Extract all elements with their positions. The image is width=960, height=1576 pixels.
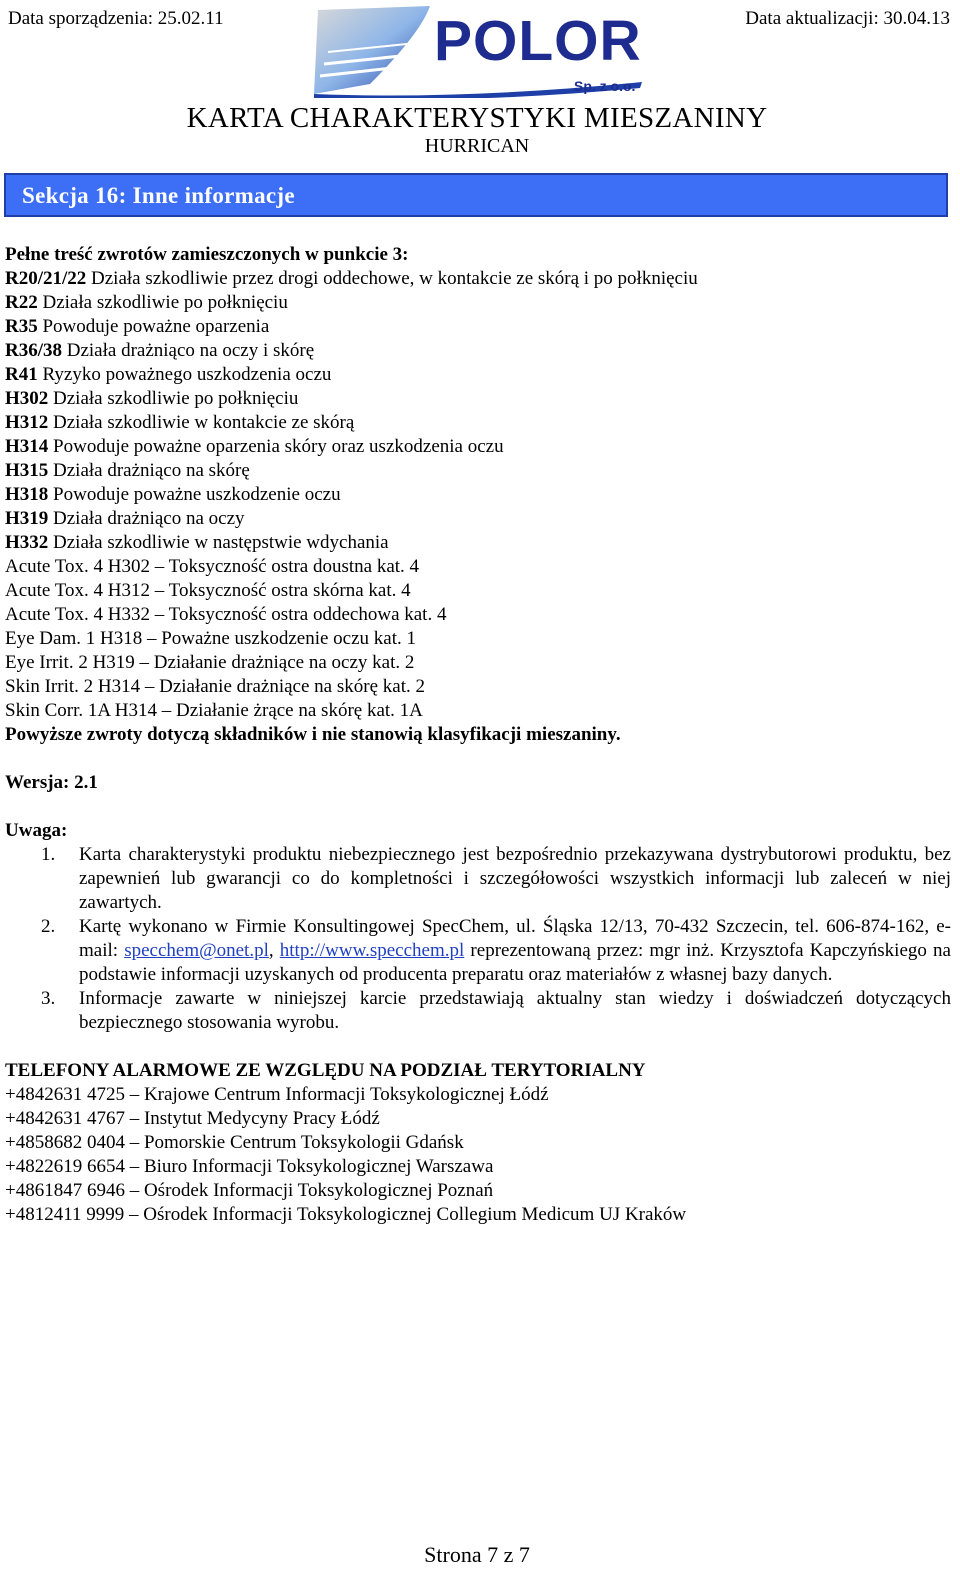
classification-list — [5, 555, 951, 723]
phrase-item — [5, 459, 951, 483]
phrases-note: Powyższe zwroty dotyczą składników i nie stanowią klasyfikacji mieszaniny. — [5, 724, 621, 745]
phrases-heading: Pełne treść zwrotów zamieszczonych w punkcie 3: — [5, 244, 409, 265]
classification-item: Skin Irrit. 2 H314 – Działanie drażniące na skórę kat. 2 — [5, 676, 425, 697]
date-updated: Data aktualizacji: 30.04.13 — [745, 8, 950, 29]
phrase-code: R20/21/22 — [5, 268, 87, 289]
phrase-item — [5, 483, 951, 507]
phrase-code: R36/38 — [5, 340, 62, 361]
phrase-code: H318 — [5, 484, 49, 505]
phrase-code: R22 — [5, 292, 38, 313]
remark-number: 3. — [41, 988, 56, 1009]
remark-item — [5, 987, 951, 1035]
phrase-item — [5, 267, 951, 291]
phrase-text: Powoduje poważne oparzenia — [37, 316, 270, 337]
phone-item: +4861847 6946 – Ośrodek Informacji Toksykologicznej Poznań — [5, 1180, 494, 1201]
phone-item: +4842631 4767 – Instytut Medycyny Pracy Łódź — [5, 1108, 380, 1129]
website-link[interactable]: http://www.specchem.pl — [279, 940, 465, 961]
phrase-code: R41 — [5, 364, 38, 385]
phrase-list — [5, 267, 951, 555]
page-number: Strona 7 z 7 — [424, 1542, 530, 1567]
phone-item: +4842631 4725 – Krajowe Centrum Informacji Toksykologicznej Łódź — [5, 1084, 549, 1105]
date-created: Data sporządzenia: 25.02.11 — [8, 8, 224, 29]
phrase-text: Działa szkodliwie w następstwie wdychania — [48, 532, 389, 553]
section-title: Sekcja 16: Inne informacje — [22, 183, 295, 208]
remarks-heading: Uwaga: — [5, 820, 68, 841]
phrase-text: Działa szkodliwie po połknięciu — [48, 388, 299, 409]
remark-number: 2. — [41, 916, 56, 937]
phrase-item — [5, 315, 951, 339]
phrase-item — [5, 531, 951, 555]
remark-item — [5, 915, 951, 987]
phrase-text: Działa drażniąco na oczy i skórę — [62, 340, 315, 361]
phrase-code: H315 — [5, 460, 49, 481]
phrase-code: R35 — [5, 316, 38, 337]
version-label: Wersja: 2.1 — [5, 772, 98, 793]
phrase-code: H314 — [5, 436, 49, 457]
phrase-text: Działa drażniąco na oczy — [48, 508, 245, 529]
phrase-code: H312 — [5, 412, 49, 433]
phone-item: +4822619 6654 – Biuro Informacji Toksykologicznej Warszawa — [5, 1156, 494, 1177]
phrase-code: H302 — [5, 388, 49, 409]
section-header — [4, 173, 948, 217]
phrase-item — [5, 363, 951, 387]
classification-item: Acute Tox. 4 H312 – Toksyczność ostra skórna kat. 4 — [5, 580, 411, 601]
classification-item: Acute Tox. 4 H332 – Toksyczność ostra oddechowa kat. 4 — [5, 604, 447, 625]
classification-item: Eye Dam. 1 H318 – Poważne uszkodzenie oczu kat. 1 — [5, 628, 417, 649]
phrase-item — [5, 291, 951, 315]
phrase-text: Działa szkodliwie w kontakcie ze skórą — [48, 412, 355, 433]
classification-item: Acute Tox. 4 H302 – Toksyczność ostra doustna kat. 4 — [5, 556, 420, 577]
section-content — [5, 243, 951, 1227]
phone-list — [5, 1083, 951, 1227]
classification-item: Skin Corr. 1A H314 – Działanie żrące na skórę kat. 1A — [5, 700, 423, 721]
phrase-text: Działa szkodliwie po połknięciu — [37, 292, 288, 313]
remark-text: reprezentowaną przez: mgr inż. Krzysztofa Kapczyńskiego na podstawie informacji uzyskanych od producenta preparatu oraz materiałów z własnej bazy danych. — [79, 940, 951, 985]
phrase-item — [5, 435, 951, 459]
phrase-code: H332 — [5, 532, 49, 553]
polor-logo — [310, 4, 650, 98]
document-title: KARTA CHARAKTERYSTYKI MIESZANINY — [186, 102, 768, 134]
phrase-text: Powoduje poważne oparzenia skóry oraz uszkodzenia oczu — [48, 436, 504, 457]
phrase-item — [5, 507, 951, 531]
phrase-text: Powoduje poważne uszkodzenie oczu — [48, 484, 341, 505]
phrase-item — [5, 387, 951, 411]
remark-text: Karta charakterystyki produktu niebezpiecznego jest bezpośrednio przekazywana dystrybutorowi produktu, bez zapewnień lub gwarancji co do kompletności i szczegółowości wszystkich informacji lub zaleceń w niej zawartych. — [79, 844, 951, 913]
phrase-item — [5, 411, 951, 435]
phone-item: +4858682 0404 – Pomorskie Centrum Toksykologii Gdańsk — [5, 1132, 464, 1153]
phone-item: +4812411 9999 – Ośrodek Informacji Toksykologicznej Collegium Medicum UJ Kraków — [5, 1204, 687, 1225]
remark-separator: , — [268, 940, 280, 961]
phrase-text: Działa szkodliwie przez drogi oddechowe, w kontakcie ze skórą i po połknięciu — [86, 268, 698, 289]
remark-item — [5, 843, 951, 915]
logo-wordmark: POLOR — [434, 9, 642, 73]
remark-text: Informacje zawarte w niniejszej karcie przedstawiają aktualny stan wiedzy i doświadczeń dotyczących bezpiecznego stosowania wyrobu. — [79, 988, 951, 1033]
product-name: HURRICAN — [424, 135, 530, 157]
phrase-text: Ryzyko poważnego uszkodzenia oczu — [37, 364, 332, 385]
remarks-list — [5, 843, 951, 1035]
phrase-item — [5, 339, 951, 363]
remark-number: 1. — [41, 844, 56, 865]
phones-heading: TELEFONY ALARMOWE ZE WZGLĘDU NA PODZIAŁ TERYTORIALNY — [5, 1060, 646, 1081]
remark-text: Kartę wykonano w Firmie Konsultingowej SpecChem, ul. Śląska 12/13, 70-432 Szczecin, tel. 606-874-162, e-mail: — [79, 916, 951, 961]
email-link[interactable]: specchem@onet.pl — [124, 940, 269, 961]
logo-subtext: Sp. z o.o. — [574, 78, 636, 94]
phrase-code: H319 — [5, 508, 49, 529]
phrase-text: Działa drażniąco na skórę — [48, 460, 250, 481]
classification-item: Eye Irrit. 2 H319 – Działanie drażniące na oczy kat. 2 — [5, 652, 415, 673]
